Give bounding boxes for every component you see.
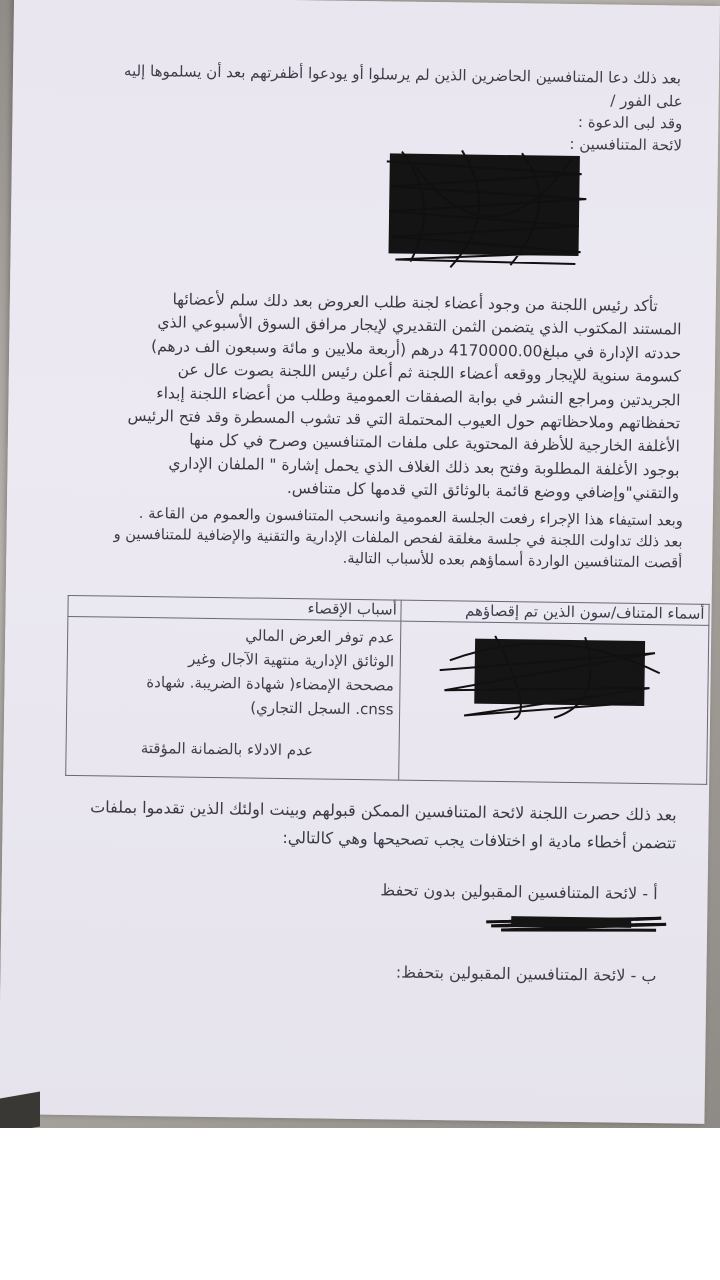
- session-body: [49, 287, 682, 506]
- reason-line: cnss. السجل التجاري): [250, 698, 394, 719]
- body-line: بوجود الأغلفة المطلوبة وفتح بعد ذلك الغلاف الذي يحمل إشارة " الملفان الإداري: [168, 454, 680, 480]
- competitors-list-heading: لائحة المتنافسين :: [569, 134, 683, 155]
- body-line: حددته الإدارة في مبلغ4170000.00 درهم (أربعة ملايين و مائة وسبعون الف درهم): [150, 336, 682, 363]
- body-line: الأغلفة الخارجية للأظرفة المحتوية على ملفات المتنافسين وصرح في كل منها: [189, 431, 680, 456]
- body-line: المستند المكتوب الذي يتضمن الثمن التقديري لإيجار مرافق السوق الأسبوعي الذي: [157, 313, 682, 339]
- body-line: الجريدتين ومراجع النشر في بوابة الصفقات العمومية وطلب من أعضاء اللجنة إبداء: [156, 383, 681, 410]
- body-line: كسومة سنوية للإيجار ووقعه أعضاء اللجنة ثم أعلن رئيس اللجنة بصوت عال عن: [177, 360, 681, 386]
- closed-session-text: [42, 502, 683, 574]
- body-line: تحفظاتهم وملاحظاتهم حول العيوب المحتملة التي قد تشوب المسطرة وقد فتح الرئيس: [127, 406, 681, 433]
- body-line: تأكد رئيس اللجنة من وجود أعضاء لجنة طلب العروض بعد دلك سلم لأعضائها: [172, 290, 658, 316]
- redaction-scribble-names: [434, 630, 665, 723]
- exclusion-table: [65, 595, 709, 785]
- redaction-scribble-top: [380, 141, 597, 274]
- exclusion-reasons-cell: [66, 616, 402, 780]
- blank-bottom-area: [0, 1128, 720, 1280]
- body-line: أقصت المتنافسين الواردة أسماؤهم بعده للأسباب التالية.: [342, 549, 683, 572]
- body-line: بعد ذلك حصرت اللجنة لائحة المتنافسين الممكن قبولهم وبينت اولئك الذين تقدموا بملفات: [90, 797, 677, 825]
- photo-edge-shadow: [0, 1091, 40, 1128]
- conclusion-text: [36, 793, 677, 858]
- reason-line: عدم توفر العرض المالي: [245, 626, 395, 647]
- accepted-without-reservation-heading: أ - لائحة المتنافسين المقبولين بدون تحفظ: [380, 880, 658, 904]
- accepted-with-reservation-heading: ب - لائحة المتنافسين المقبولين بتحفظ:: [395, 962, 657, 986]
- excluded-names-cell: [399, 621, 709, 784]
- redaction-scribble-accepted: [481, 908, 671, 937]
- excluded-names-header: أسماء المتناف/سون الذين تم إقصاؤهم: [401, 600, 709, 625]
- body-line: وبعد استيفاء هذا الإجراء رفعت الجلسة العمومية وانسحب المتنافسون والعموم من القاعة .: [138, 504, 683, 530]
- intro-line-1: بعد ذلك دعا المتنافسين الحاضرين الذين لم يرسلوا أو يودعوا أظفرتهم بعد أن يسلموها إليه: [123, 61, 682, 88]
- exclusion-reasons-header: أسباب الإقصاء: [68, 595, 402, 621]
- intro-line-2: على الفور /: [610, 91, 683, 111]
- reason-line: عدم الادلاء بالضمانة المؤقتة: [140, 738, 314, 760]
- body-line: تتضمن أخطاء مادية او اختلافات يجب تصحيحها وهي كالتالي:: [282, 827, 677, 853]
- body-line: بعد ذلك تداولت اللجنة في جلسة مغلقة لفحص الملفات الإدارية والتقنية والإضافية للمتنافسين و: [113, 525, 683, 551]
- reason-line: الوثائق الإدارية منتهية الآجال وغير: [188, 649, 395, 671]
- body-line: والتقني"وإضافي ووضع قائمة بالوثائق التي قدمها كل متنافس.: [286, 479, 680, 503]
- intro-line-3: وقد لبى الدعوة :: [577, 113, 683, 133]
- reason-line: مصححة الإمضاء( شهادة الضريبة. شهادة: [146, 673, 394, 695]
